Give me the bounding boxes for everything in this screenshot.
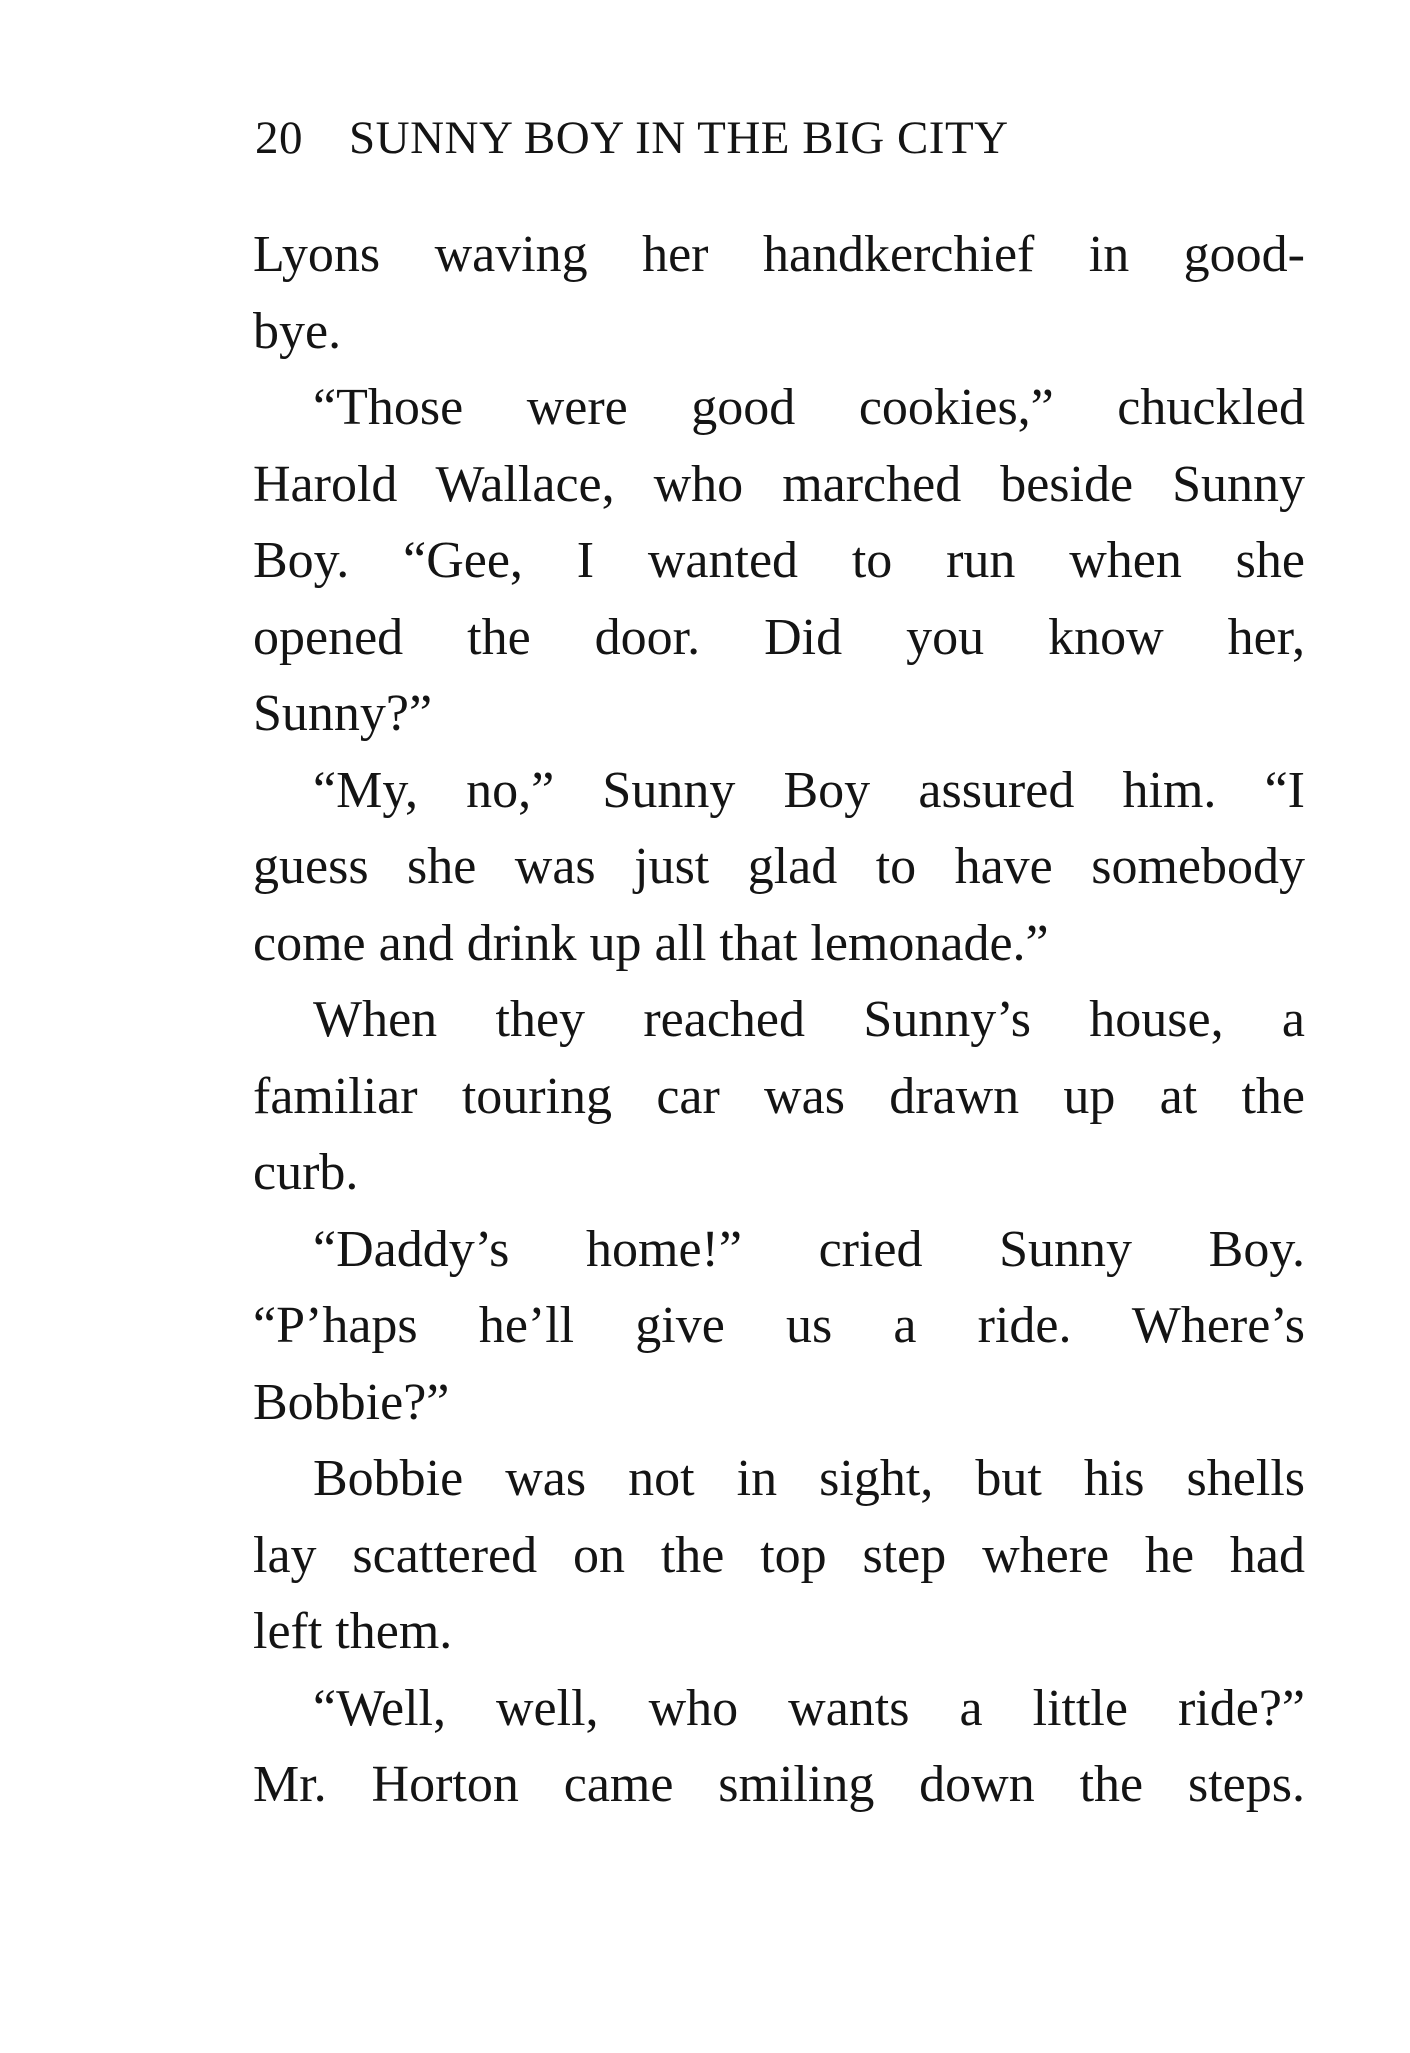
text-line: opened the door. Did you know her,	[253, 608, 1305, 666]
text-line: Mr. Horton came smiling down the steps.	[253, 1756, 1305, 1813]
text-line: “P’haps he’ll give us a ride. Where’s	[253, 1297, 1305, 1354]
running-head	[255, 108, 1305, 168]
text-line: familiar touring car was drawn up at the	[253, 1067, 1305, 1125]
text-line: Harold Wallace, who marched beside Sunny	[253, 455, 1305, 513]
page-number: 20	[255, 112, 303, 164]
text-line: “Well, well, who wants a little ride?”	[313, 1679, 1305, 1737]
text-line: Lyons waving her handkerchief in good-	[253, 226, 1305, 283]
running-title: SUNNY BOY IN THE BIG CITY	[349, 112, 1009, 164]
body-text	[253, 217, 1305, 1824]
text-line: lay scattered on the top step where he had	[253, 1526, 1305, 1584]
text-line: “Those were good cookies,” chuckled	[313, 379, 1305, 436]
text-line: left them.	[253, 1603, 453, 1660]
text-line: When they reached Sunny’s house, a	[313, 991, 1305, 1048]
text-line: bye.	[253, 302, 342, 360]
text-line: Boy. “Gee, I wanted to run when she	[253, 532, 1305, 589]
text-line: Sunny?”	[253, 685, 433, 742]
text-line: Bobbie was not in sight, but his shells	[313, 1450, 1305, 1507]
text-line: Bobbie?”	[253, 1373, 450, 1431]
text-line: curb.	[253, 1144, 359, 1201]
text-line: “My, no,” Sunny Boy assured him. “I	[313, 761, 1305, 819]
text-line: guess she was just glad to have somebody	[253, 838, 1305, 895]
text-line: come and drink up all that lemonade.”	[253, 914, 1049, 972]
text-line: “Daddy’s home!” cried Sunny Boy.	[313, 1220, 1305, 1278]
